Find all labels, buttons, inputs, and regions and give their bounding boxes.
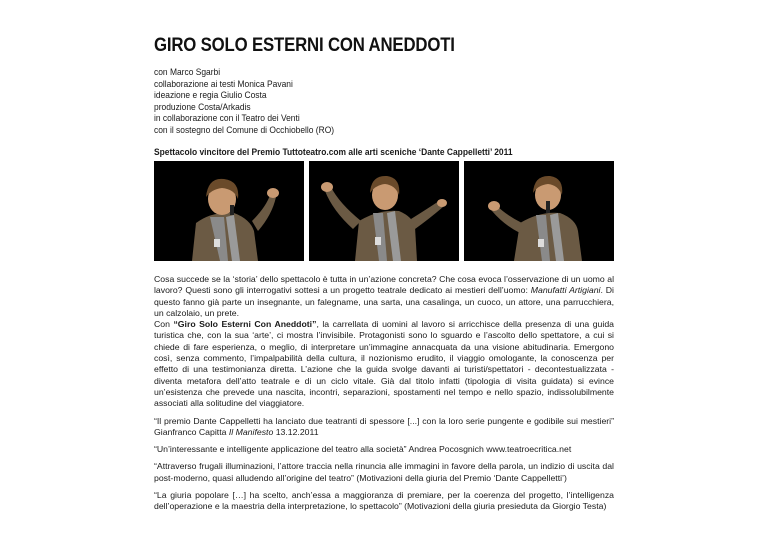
photo-strip: [154, 161, 614, 261]
show-title: “Giro Solo Esterni Con Aneddoti”: [173, 319, 317, 330]
quote-author: Gianfranco Capitta: [154, 426, 229, 437]
credits: [154, 66, 614, 136]
description-paragraph: [154, 319, 614, 409]
quote-text: “Attraverso frugali illuminazioni, l’attore traccia nella rinuncia alle immagini in favore della parola, un indizio di uscita dal post-moderno, quasi alludendo all’origine del teatro”: [154, 461, 614, 483]
description-lead: Con: [154, 319, 174, 330]
credit-line: con il sostegno del Comune di Occhiobello (RO): [154, 123, 335, 135]
quote: [154, 461, 614, 484]
quote: [154, 490, 614, 513]
credit-line: in collaborazione con il Teatro dei Venti: [154, 112, 300, 124]
quote: [154, 444, 614, 455]
prize-statement: Spettacolo vincitore del Premio Tuttoteatro.com alle arti sceniche ‘Dante Cappelletti’ 2011: [154, 145, 513, 157]
credit-line: ideazione e regia Giulio Costa: [154, 89, 267, 101]
quote-date: 13.12.2011: [273, 426, 319, 437]
quote-text: “La giuria popolare […] ha scelto, anch’essa a maggioranza di premiare, per la coerenza del progetto, l’intelligenza dell’operazione e la maestria della interpretazione, lo spettacolo”: [154, 490, 614, 512]
credit-line: produzione Costa/Arkadis: [154, 100, 251, 112]
credit-line: con Marco Sgarbi: [154, 66, 221, 77]
quote-text: “Un’interessante e intelligente applicazione del teatro alla società”: [154, 444, 407, 455]
quote-author: (Motivazioni della giuria presieduta da Giorgio Testa): [401, 501, 607, 512]
performer-photo-2: [309, 161, 459, 261]
page-title: GIRO SOLO ESTERNI CON ANEDDOTI: [154, 34, 455, 56]
page: [154, 34, 614, 512]
quote-author: (Motivazioni della giuria del Premio ‘Dante Cappelletti’): [353, 472, 567, 483]
intro-paragraph: [154, 274, 614, 319]
quote-source: Il Manifesto: [228, 426, 274, 437]
quote-text: “Il premio Dante Cappelletti ha lanciato due teatranti di spessore [...] con la loro serie pungente e godibile sui mestieri”: [154, 415, 614, 426]
intro-text-rest: . Di questo fanno già parte un insegnante, un falegname, una sarta, una casalinga, un cuoco, un attore, una parrucchiera, un calzolaio, un prete.: [154, 285, 614, 318]
performer-photo-3: [464, 161, 614, 261]
description-text: , la carrellata di uomini al lavoro si arricchisce della presenza di una guida turistica che, con la sua ‘arte’, ci mostra l’invisibile. Protagonisti sono lo sguardo e l’ascolto dello spettatore, a cui si chiede di fare esperienza, o meglio, di interpretare un’immagine annacquata da una visione abitudinaria. Emergono così, senza commento, l’impalpabilità della cultura, il nozionismo erudito, il viaggio omologante, la conoscenza per effetto di una testimonianza diretta. L’azione che la guida svolge davanti ai turisti/spettatori - decontestualizzata - diventa metafora dell’atto teatrale e di un ciclo vitale. Già dal titolo infatti (tipologia di visita guidata) si evince un’esistenza che prevede una nascita, incontri, separazioni, spostamenti nel tempo e nello spazio, indissolubilmente associati alla solitudine del viaggiatore.: [154, 319, 614, 409]
intro-work-title: Manufatti Artigiani: [530, 285, 601, 296]
performer-photo-1: [154, 161, 304, 261]
intro-text: Cosa succede se la ‘storia’ dello spettacolo è tutta in un’azione concreta? Che cosa evoca l’osservazione di un uomo al lavoro? Questi sono gli interrogativi sottesi a un progetto teatrale dedicato ai mestieri dell’uomo:: [154, 274, 614, 296]
quote-author: Andrea Pocosgnich www.teatroecritica.net: [406, 444, 572, 455]
body-text: [154, 274, 614, 513]
quote: [154, 416, 614, 439]
credit-line: collaborazione ai testi Monica Pavani: [154, 77, 293, 89]
